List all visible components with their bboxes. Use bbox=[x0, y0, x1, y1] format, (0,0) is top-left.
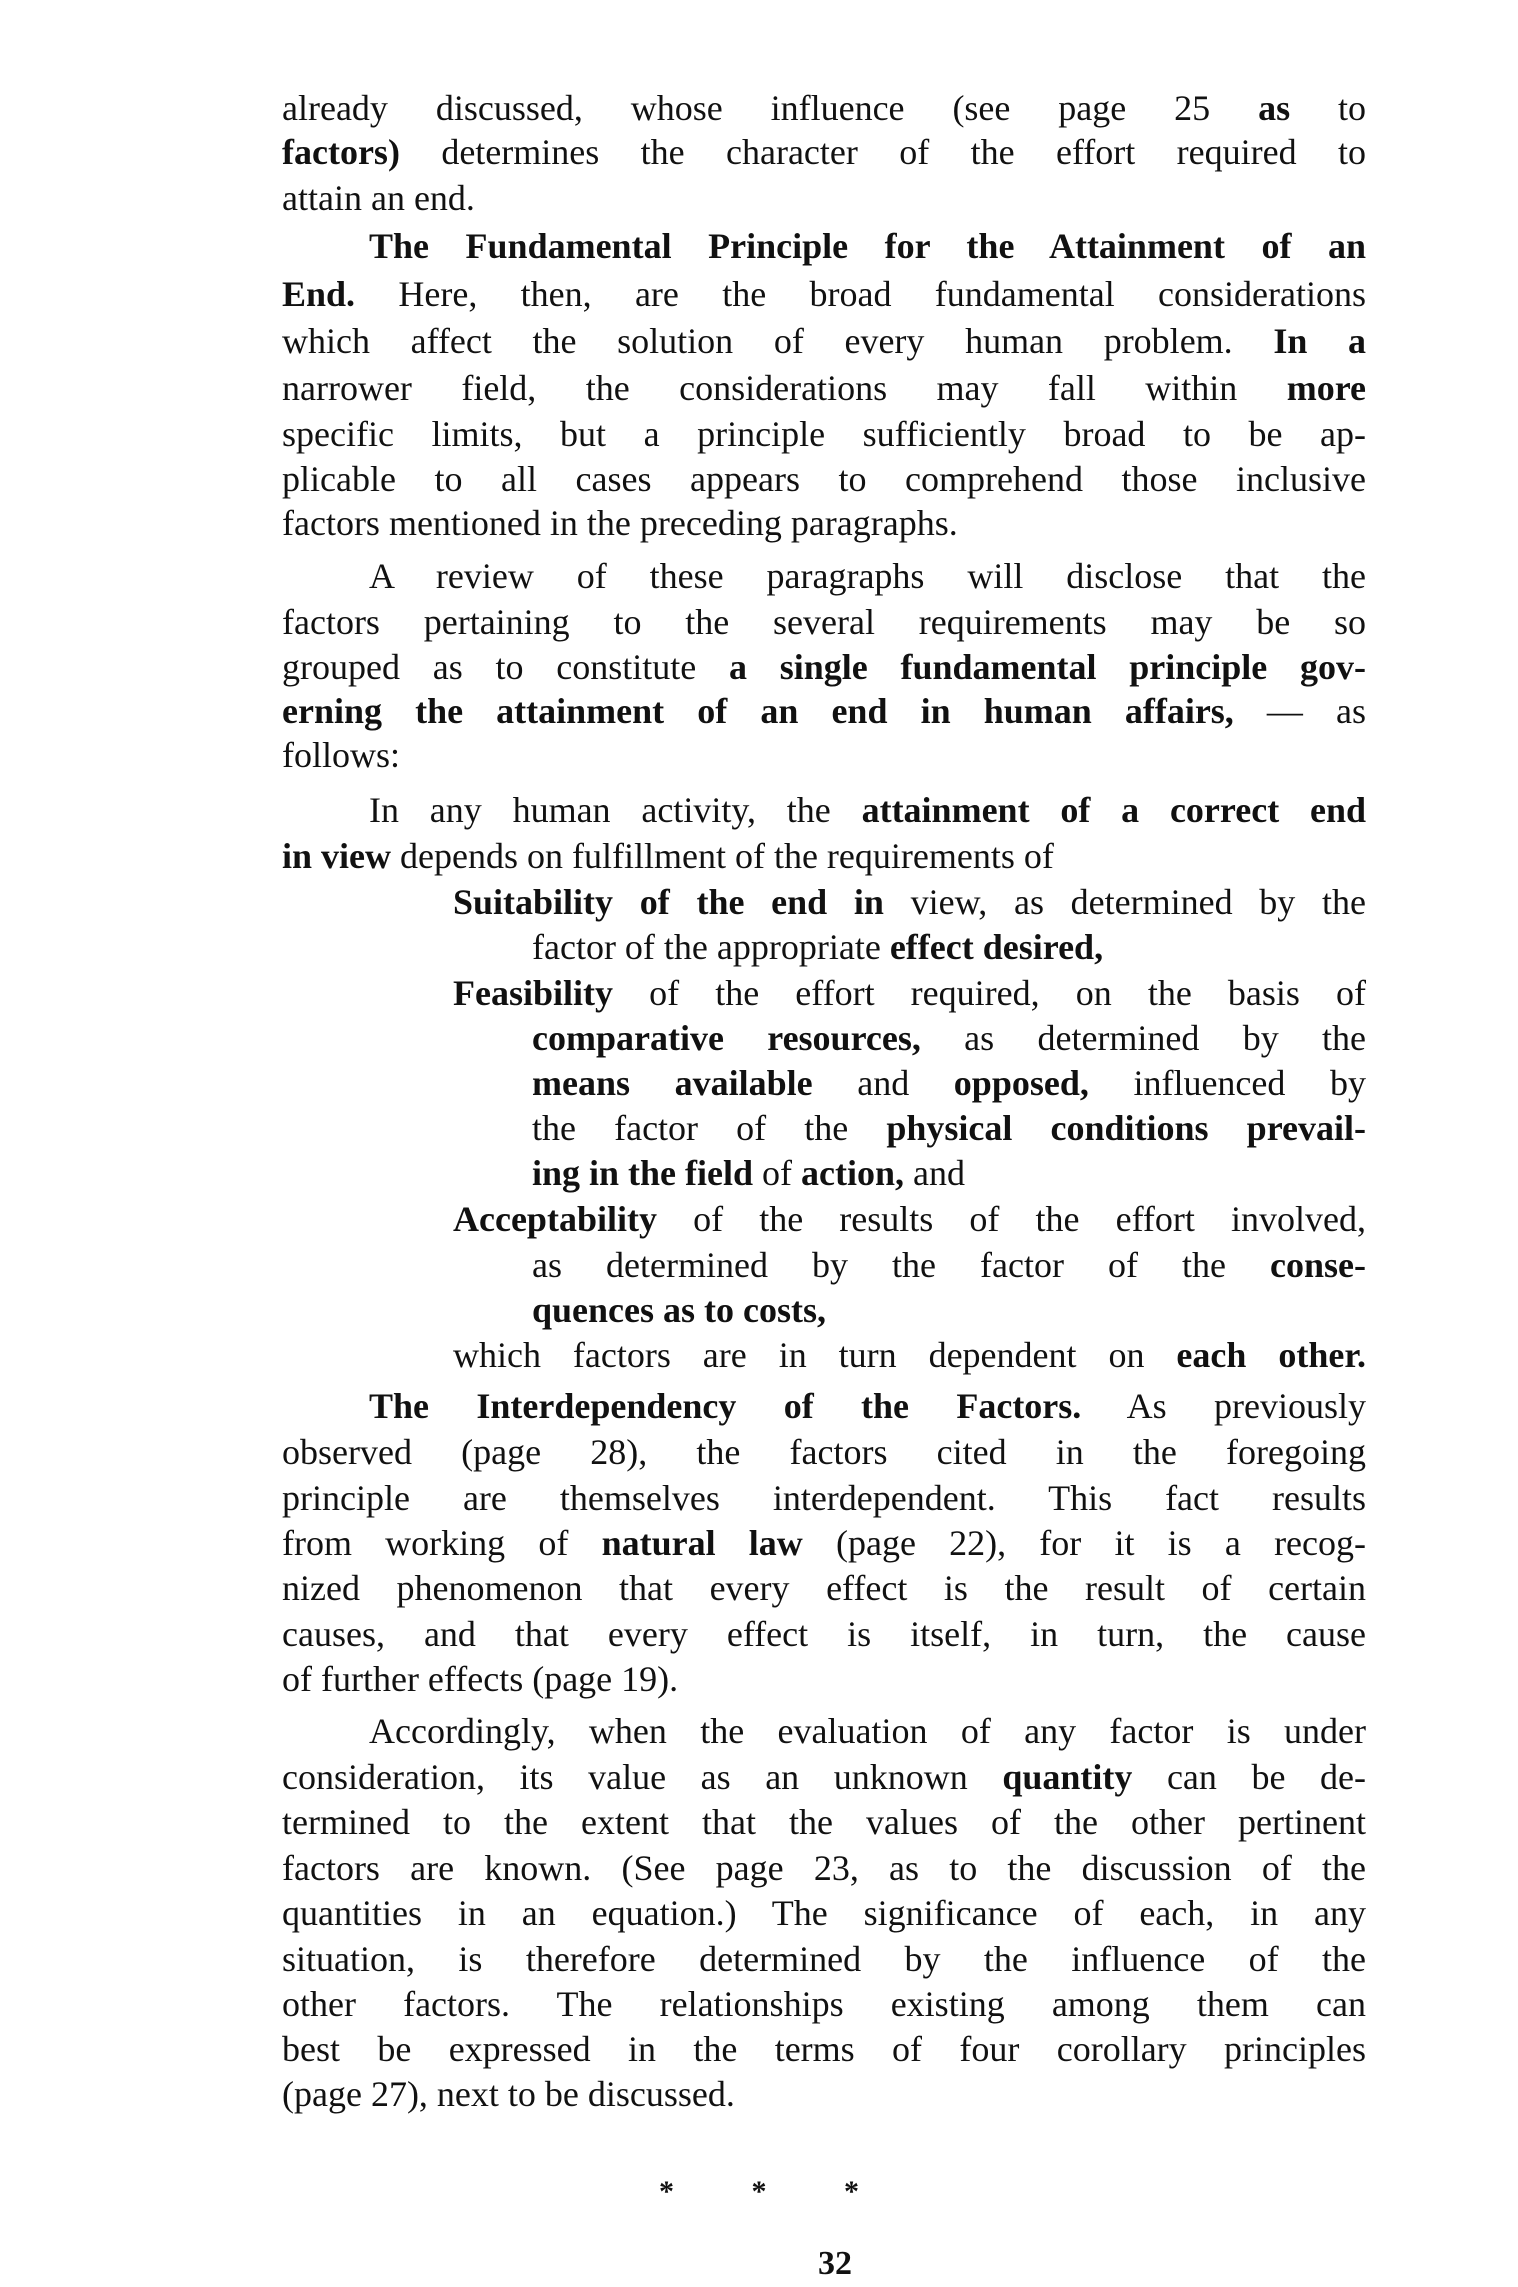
text-line bbox=[282, 176, 1366, 220]
text-run: termined to the extent that the values of the other pertinent bbox=[282, 1802, 1366, 1842]
text-line bbox=[282, 1891, 1366, 1935]
text-line bbox=[282, 272, 1366, 316]
text-run: factor of the appropriate bbox=[532, 927, 890, 967]
bold-text-run: a single fundamental principle gov- bbox=[728, 647, 1366, 687]
text-run: follows: bbox=[282, 735, 401, 775]
text-run: specific limits, but a principle sufficiently broad to be ap- bbox=[282, 414, 1366, 454]
text-line bbox=[282, 1430, 1366, 1474]
text-run: consideration, its value as an unknown bbox=[282, 1757, 1003, 1797]
text-line bbox=[369, 1709, 1366, 1753]
page-number: 32 bbox=[818, 2245, 852, 2282]
text-run: other factors. The relationships existing among them can bbox=[282, 1984, 1366, 2024]
text-run: Here, then, are the broad fundamental considerations bbox=[355, 274, 1366, 314]
bold-text-run: erning the attainment of an end in human affairs, bbox=[282, 691, 1234, 731]
text-run: A review of these paragraphs will disclose that the bbox=[369, 556, 1366, 596]
text-run: (page 27), next to be discussed. bbox=[282, 2074, 735, 2114]
text-line bbox=[453, 1333, 1366, 1377]
text-line bbox=[282, 1476, 1366, 1520]
text-line bbox=[453, 971, 1366, 1015]
text-line bbox=[282, 645, 1366, 689]
bold-text-run: The Fundamental Principle for the Attainment of an bbox=[369, 226, 1366, 266]
bold-text-run: quantity bbox=[1002, 1757, 1133, 1797]
text-run: (page 22), for it is a recog- bbox=[802, 1523, 1367, 1563]
text-run: and bbox=[904, 1153, 966, 1193]
bold-text-run: physical conditions prevail- bbox=[886, 1108, 1366, 1148]
text-run: the factor of the bbox=[532, 1108, 887, 1148]
text-run: determines the character of the effort required to bbox=[399, 132, 1366, 172]
text-run: plicable to all cases appears to comprehend those inclusive bbox=[282, 459, 1366, 499]
bold-text-run: natural law bbox=[601, 1523, 803, 1563]
text-line bbox=[282, 1982, 1366, 2026]
bold-text-run: in view bbox=[282, 836, 392, 876]
text-run: depends on fulfillment of the requirements of bbox=[391, 836, 1054, 876]
section-break: * * * bbox=[659, 2175, 859, 2208]
text-run: — as bbox=[1233, 691, 1366, 731]
text-run: factors mentioned in the preceding paragraphs. bbox=[282, 503, 958, 543]
text-run: observed (page 28), the factors cited in the foregoing bbox=[282, 1432, 1366, 1472]
bold-text-run: attainment of a correct end bbox=[861, 790, 1367, 830]
text-line bbox=[282, 733, 1366, 777]
text-run: factors pertaining to the several requirements may be so bbox=[282, 602, 1366, 642]
bold-text-run: effect desired, bbox=[889, 927, 1104, 967]
text-run: narrower field, the considerations may fall within bbox=[282, 368, 1287, 408]
text-line bbox=[532, 1106, 1366, 1150]
text-run: As previously bbox=[1081, 1386, 1366, 1426]
text-line bbox=[532, 1151, 1366, 1195]
text-line bbox=[532, 1061, 1366, 1105]
bold-text-run: In a bbox=[1273, 321, 1367, 361]
text-line bbox=[532, 1016, 1366, 1060]
text-line bbox=[369, 1384, 1366, 1428]
text-run: attain an end. bbox=[282, 178, 475, 218]
text-run: of the effort required, on the basis of bbox=[613, 973, 1366, 1013]
text-line bbox=[282, 1566, 1366, 1610]
bold-text-run: conse- bbox=[1270, 1245, 1366, 1285]
bold-text-run: each other. bbox=[1176, 1335, 1366, 1375]
text-line bbox=[282, 600, 1366, 644]
bold-text-run: End. bbox=[282, 274, 356, 314]
text-run: of bbox=[753, 1153, 802, 1193]
text-run: nized phenomenon that every effect is the result of certain bbox=[282, 1568, 1366, 1608]
bold-text-run: ing in the field bbox=[532, 1153, 754, 1193]
text-run: of the results of the effort involved, bbox=[656, 1199, 1366, 1239]
text-run: quantities in an equation.) The significance of each, in any bbox=[282, 1893, 1366, 1933]
bold-text-run: quences as to costs, bbox=[532, 1290, 826, 1330]
text-run: Accordingly, when the evaluation of any factor is under bbox=[369, 1711, 1366, 1751]
text-line bbox=[532, 1243, 1366, 1287]
text-line bbox=[282, 457, 1366, 501]
text-line bbox=[532, 1288, 1366, 1332]
text-run: of further effects (page 19). bbox=[282, 1659, 679, 1699]
text-line bbox=[282, 130, 1366, 174]
text-run: which factors are in turn dependent on bbox=[453, 1335, 1177, 1375]
text-line bbox=[282, 689, 1366, 733]
text-line bbox=[282, 1800, 1366, 1844]
text-run: grouped as to constitute bbox=[282, 647, 729, 687]
text-line bbox=[282, 412, 1366, 456]
text-line bbox=[282, 501, 1366, 545]
text-line bbox=[282, 1657, 1366, 1701]
text-run: In any human activity, the bbox=[369, 790, 862, 830]
bold-text-run: Acceptability bbox=[453, 1199, 657, 1239]
bold-text-run: action, bbox=[801, 1153, 905, 1193]
bold-text-run: Feasibility bbox=[453, 973, 613, 1013]
bold-text-run: The Interdependency of the Factors. bbox=[369, 1386, 1082, 1426]
text-run: which affect the solution of every human problem. bbox=[282, 321, 1274, 361]
text-run: situation, is therefore determined by the influence of the bbox=[282, 1939, 1366, 1979]
text-run: best be expressed in the terms of four corollary principles bbox=[282, 2029, 1366, 2069]
text-line bbox=[282, 86, 1366, 130]
text-line bbox=[282, 366, 1366, 410]
text-line bbox=[453, 1197, 1366, 1241]
text-line bbox=[282, 1937, 1366, 1981]
bold-text-run: Suitability of the end in bbox=[453, 882, 884, 922]
text-line bbox=[282, 2072, 1366, 2116]
text-line bbox=[369, 224, 1366, 268]
text-run: causes, and that every effect is itself, in turn, the cause bbox=[282, 1614, 1366, 1654]
text-line bbox=[282, 1755, 1366, 1799]
text-run: and bbox=[812, 1063, 954, 1103]
text-line bbox=[282, 1521, 1366, 1565]
text-line bbox=[282, 834, 1366, 878]
text-line bbox=[369, 554, 1366, 598]
bold-text-run: means available bbox=[532, 1063, 813, 1103]
text-run: influenced by bbox=[1088, 1063, 1366, 1103]
bold-text-run: more bbox=[1286, 368, 1366, 408]
bold-text-run: comparative resources, bbox=[532, 1018, 921, 1058]
text-run: as determined by the factor of the bbox=[532, 1245, 1271, 1285]
text-run: view, as determined by the bbox=[883, 882, 1366, 922]
bold-text-run: as bbox=[1258, 88, 1291, 128]
text-line bbox=[453, 880, 1366, 924]
text-line bbox=[282, 2027, 1366, 2071]
text-run: principle are themselves interdependent. This fact results bbox=[282, 1478, 1366, 1518]
text-line bbox=[369, 788, 1366, 832]
bold-text-run: opposed, bbox=[953, 1063, 1089, 1103]
text-run: to bbox=[1290, 88, 1366, 128]
text-line bbox=[532, 925, 1366, 969]
text-run: as determined by the bbox=[920, 1018, 1366, 1058]
text-run: from working of bbox=[282, 1523, 602, 1563]
text-line bbox=[282, 319, 1366, 363]
bold-text-run: factors) bbox=[282, 132, 400, 172]
text-run: already discussed, whose influence (see page 25 bbox=[282, 88, 1259, 128]
text-run: can be de- bbox=[1132, 1757, 1366, 1797]
text-line bbox=[282, 1846, 1366, 1890]
text-line bbox=[282, 1612, 1366, 1656]
text-run: factors are known. (See page 23, as to the discussion of the bbox=[282, 1848, 1366, 1888]
